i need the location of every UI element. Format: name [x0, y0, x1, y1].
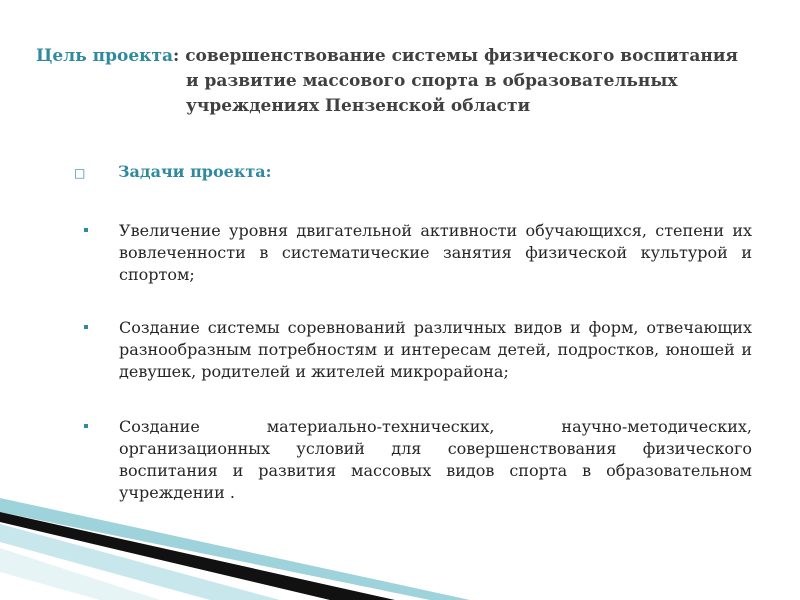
task-text: Создание материально-технических, научно-методических, организационных условий для совершенствования физического воспитания и развития массовых видов спорта в образовательном учреждении . — [119, 417, 752, 502]
goal-text-1: совершенствование системы физического воспитания — [179, 46, 738, 66]
goal-line-2: и развитие массового спорта в образовательных — [186, 71, 678, 91]
goal-line-1 — [36, 44, 776, 69]
bullet-icon — [84, 325, 88, 329]
goal-separator: : — [173, 46, 180, 66]
task-item — [84, 220, 752, 286]
bullet-icon — [84, 424, 88, 428]
goal-label: Цель проекта — [36, 46, 173, 66]
goal-line-3: учреждениях Пензенской области — [186, 96, 531, 116]
task-text: Увеличение уровня двигательной активности обучающихся, степени их вовлеченности в систематические занятия физической культурой и спортом; — [119, 221, 752, 284]
project-goal — [36, 44, 776, 119]
tasks-heading-text: Задачи проекта: — [118, 162, 272, 181]
task-item — [84, 416, 752, 504]
task-text: Создание системы соревнований различных видов и форм, отвечающих разнообразным потребностям и интересам детей, подростков, юношей и девушек, родителей и жителей микрорайона; — [119, 318, 752, 381]
square-outline-icon: □ — [74, 166, 86, 180]
tasks-heading — [74, 162, 272, 181]
task-item — [84, 317, 752, 383]
bullet-icon — [84, 228, 88, 232]
